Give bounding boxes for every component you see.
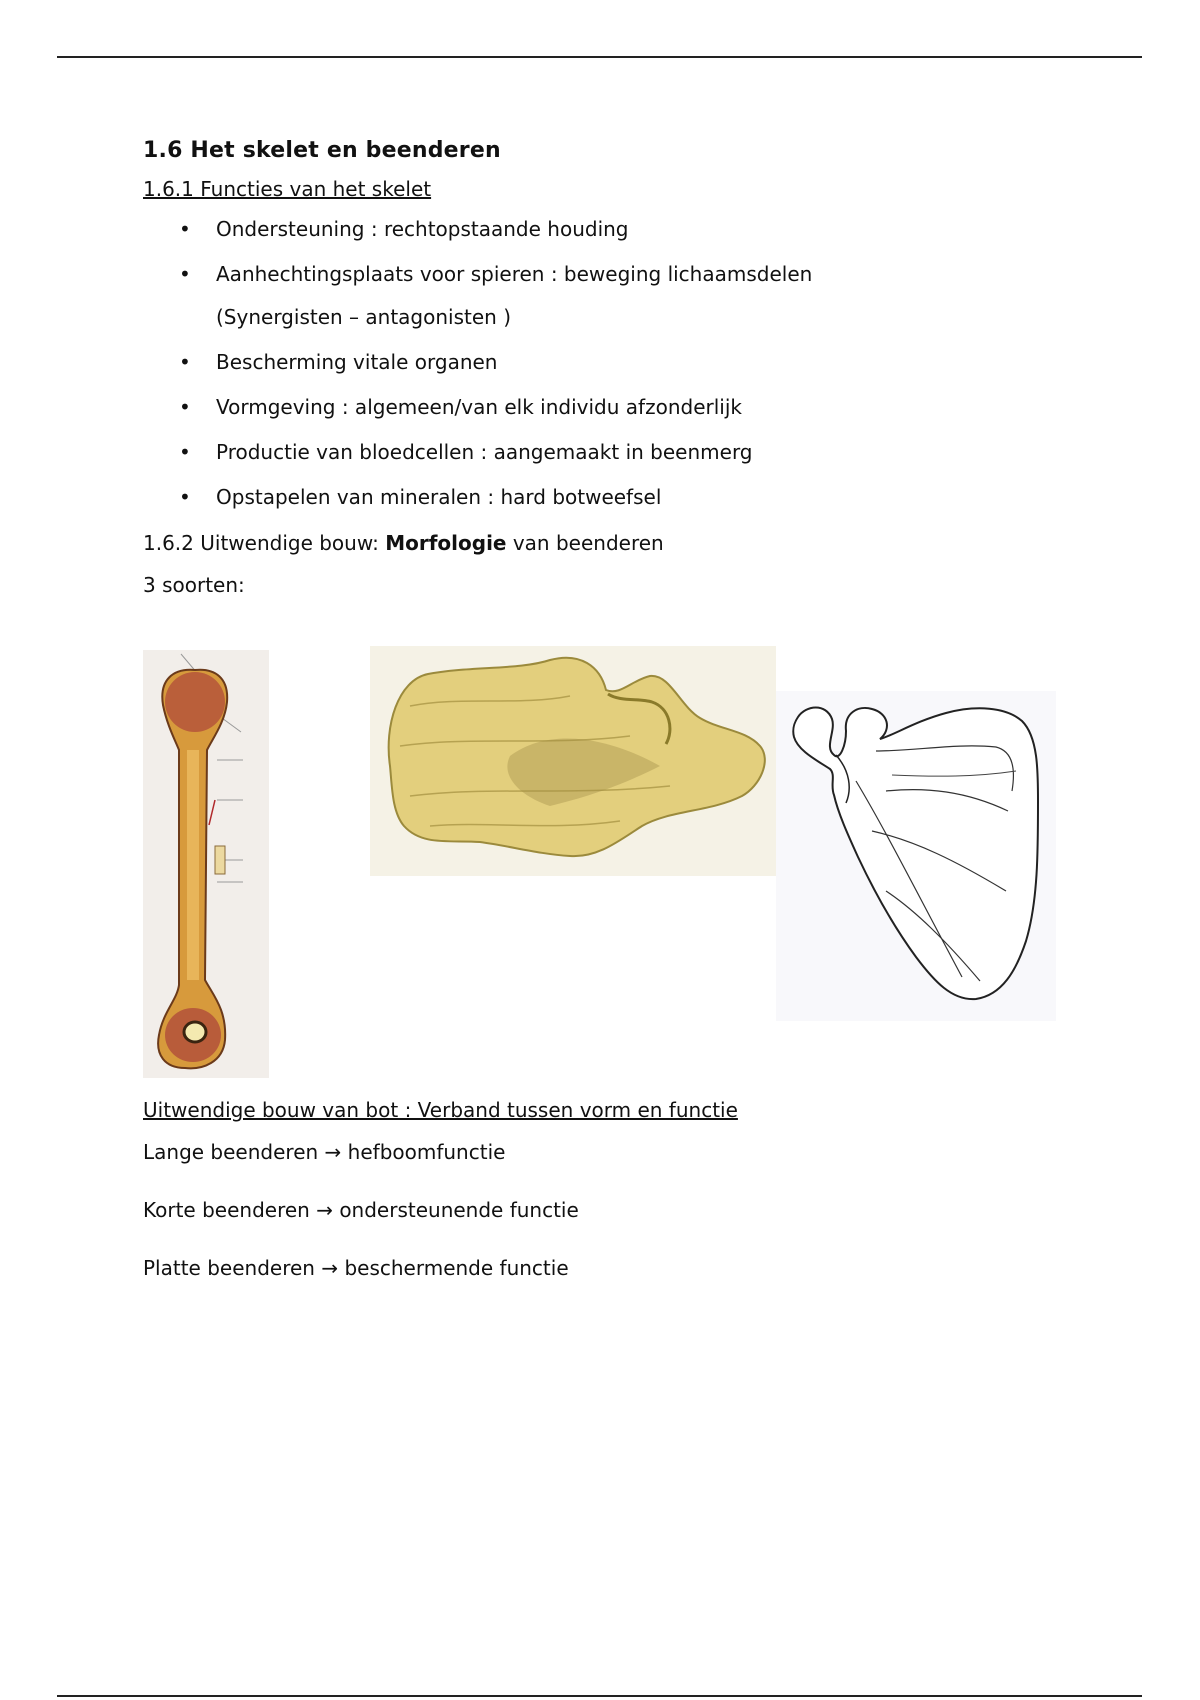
relation-row: Platte beenderen → beschermende functie	[143, 1256, 569, 1280]
arrow-icon: →	[321, 1256, 339, 1280]
bone-types-count: 3 soorten:	[143, 573, 245, 597]
arrow-icon: →	[324, 1140, 342, 1164]
function-list-continued	[143, 348, 1123, 515]
function-list	[143, 215, 1123, 305]
list-item: • Vormgeving : algemeen/van elk individu afzonderlijk	[179, 395, 742, 419]
bullet-icon: •	[179, 350, 191, 374]
morfologie-term: Morfologie	[385, 531, 507, 555]
bottom-rule	[57, 1695, 1142, 1697]
list-item: • Aanhechtingsplaats voor spieren : beweging lichaamsdelen	[179, 262, 813, 286]
list-item: • Productie van bloedcellen : aangemaakt in beenmerg	[179, 440, 753, 464]
long-bone-illustration-icon	[143, 650, 269, 1078]
top-rule	[57, 56, 1142, 58]
relation-row: Korte beenderen → ondersteunende functie	[143, 1198, 579, 1222]
flat-bone-illustration-icon	[776, 691, 1056, 1021]
list-item: • Opstapelen van mineralen : hard botweefsel	[179, 485, 662, 509]
document-body	[143, 138, 1123, 599]
bullet-icon: •	[179, 262, 191, 286]
bone-figures	[143, 646, 1063, 1076]
list-item: • Bescherming vitale organen	[179, 350, 498, 374]
shape-function-section	[143, 1096, 1123, 1282]
section-2-title: 1.6.2 Uitwendige bouw: Morfologie van beenderen	[143, 531, 664, 555]
list-item-continuation: (Synergisten – antagonisten )	[216, 305, 511, 329]
short-bone-illustration-icon	[370, 646, 776, 876]
bullet-icon: •	[179, 485, 191, 509]
relation-row: Lange beenderen → hefboomfunctie	[143, 1140, 506, 1164]
bullet-icon: •	[179, 395, 191, 419]
bullet-icon: •	[179, 440, 191, 464]
page-title: 1.6 Het skelet en beenderen	[143, 138, 501, 163]
section-1-title: 1.6.1 Functies van het skelet	[143, 177, 432, 201]
bullet-icon: •	[179, 217, 191, 241]
arrow-icon: →	[316, 1198, 333, 1222]
list-item: • Ondersteuning : rechtopstaande houding	[179, 217, 629, 241]
section-3-title: Uitwendige bouw van bot : Verband tussen vorm en functie	[143, 1098, 738, 1122]
